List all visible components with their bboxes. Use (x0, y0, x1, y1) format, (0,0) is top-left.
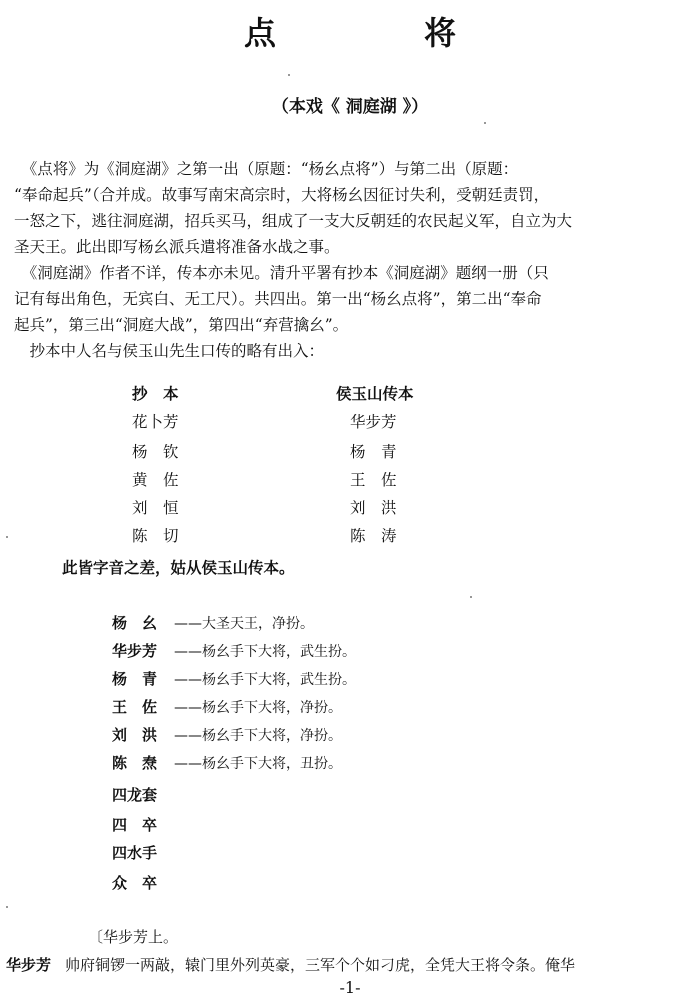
names-table-cell-right: 刘 洪 (350, 499, 397, 517)
page-title: 点 将 (243, 14, 514, 52)
cast-desc: ——杨幺手下大将，净扮。 (174, 700, 342, 716)
cast-desc: ——杨幺手下大将，净扮。 (174, 728, 342, 744)
page-subtitle: （本戏《 洞庭湖 》） (271, 97, 429, 117)
cast-name: 众 卒 (112, 874, 158, 892)
cast-desc: ——杨幺手下大将，武生扮。 (174, 672, 356, 688)
intro-line: 抄本中人名与侯玉山先生口传的略有出入： (14, 342, 325, 360)
cast-entry (112, 752, 342, 773)
cast-name: 四龙套 (112, 786, 158, 804)
intro-line: 《点将》为《洞庭湖》之第一出（原题：“杨幺点将”）与第二出（原题： (14, 160, 519, 178)
dialogue-text: 帅府铜锣一两敲，辕门里外列英豪，三军个个如刁虎，全凭大王将令条。俺华 (65, 956, 576, 974)
scan-speck (484, 122, 486, 124)
cast-name: 华步芳 (112, 642, 158, 660)
intro-line: 起兵”，第三出“洞庭大战”，第四出“弃营擒幺”。 (14, 316, 349, 334)
names-table-cell-left: 刘 恒 (132, 499, 179, 517)
names-table-cell-right: 王 佐 (350, 471, 397, 489)
cast-name: 王 佐 (112, 698, 158, 716)
dialogue-speaker: 华步芳 (6, 956, 52, 974)
intro-line: 记有每出角色，无宾白、无工尺）。共四出。第一出“杨幺点将”，第二出“奉命 (14, 290, 542, 308)
cast-desc: ——大圣天王，净扮。 (174, 616, 314, 632)
names-table-cell-right: 杨 青 (350, 443, 397, 461)
cast-entry (112, 724, 342, 745)
scan-speck (470, 596, 472, 598)
intro-line: 圣天王。此出即写杨幺派兵遣将准备水战之事。 (14, 238, 340, 256)
intro-line: 一怒之下，逃往洞庭湖，招兵买马，组成了一支大反朝廷的农民起义军，自立为大 (14, 212, 573, 230)
cast-desc: ——杨幺手下大将，丑扮。 (174, 756, 342, 772)
cast-desc: ——杨幺手下大将，武生扮。 (174, 644, 356, 660)
scan-speck (288, 74, 290, 76)
cast-entry (112, 842, 174, 863)
stage-direction: 〔华步芳上。 (88, 928, 179, 946)
cast-entry (112, 640, 356, 661)
cast-entry (112, 668, 356, 689)
intro-paragraphs (14, 156, 572, 364)
dialogue-line (6, 954, 575, 975)
cast-entry (112, 784, 174, 805)
cast-entry (112, 814, 174, 835)
names-table-cell-left: 黄 佐 (132, 471, 179, 489)
names-table-cell-left: 陈 切 (132, 527, 179, 545)
scan-speck (6, 536, 8, 538)
page-number: -1- (339, 978, 361, 997)
cast-entry (112, 872, 174, 893)
scan-speck (6, 906, 8, 908)
intro-line: “奉命起兵”（合并成。故事写南宋高宗时，大将杨幺因征讨失利，受朝廷责罚， (14, 186, 550, 204)
names-table-header-left: 抄 本 (132, 384, 179, 403)
names-table-cell-left: 杨 钦 (132, 443, 179, 461)
cast-name: 杨 青 (112, 670, 158, 688)
names-table-cell-right: 陈 涛 (350, 527, 397, 545)
names-table-header-right: 侯玉山传本 (336, 384, 414, 403)
cast-name: 刘 洪 (112, 726, 158, 744)
cast-name: 四 卒 (112, 816, 158, 834)
cast-name: 四水手 (112, 844, 158, 862)
intro-line: 《洞庭湖》作者不详，传本亦未见。清升平署有抄本《洞庭湖》题纲一册（只 (14, 264, 549, 282)
cast-name: 陈 焘 (112, 754, 158, 772)
names-table-cell-left: 花卜芳 (132, 413, 179, 431)
cast-entry (112, 696, 342, 717)
names-table-cell-right: 华步芳 (350, 413, 397, 431)
note-line: 此皆字音之差，姑从侯玉山传本。 (62, 558, 295, 577)
cast-entry (112, 612, 314, 633)
cast-name: 杨 幺 (112, 614, 158, 632)
